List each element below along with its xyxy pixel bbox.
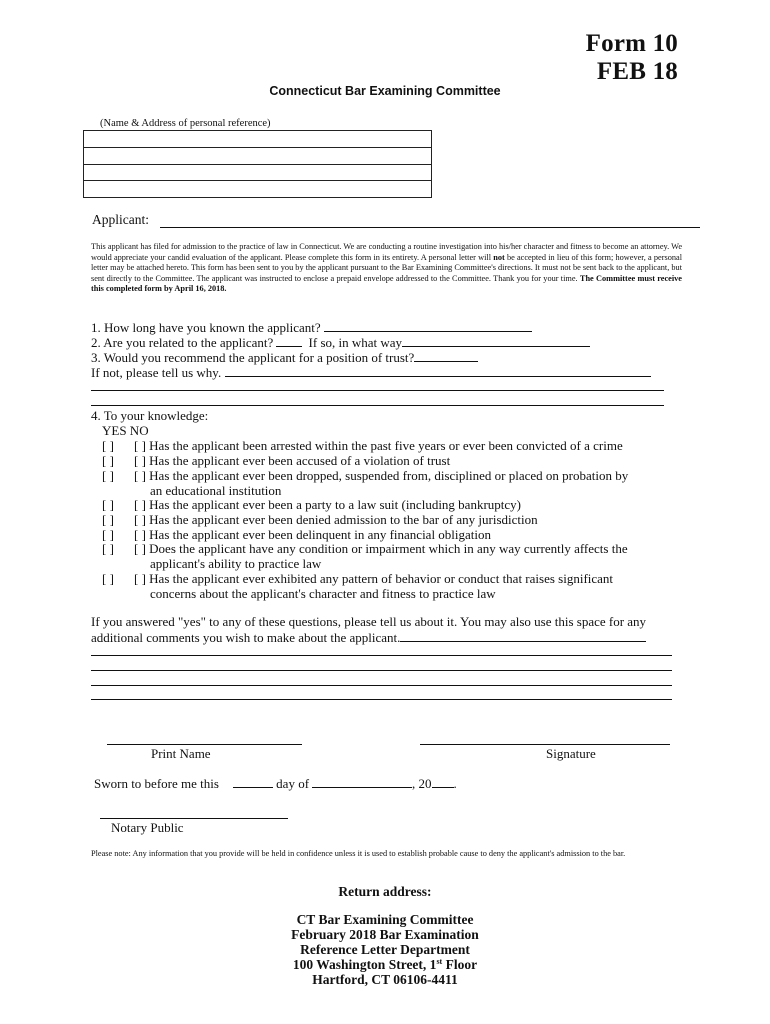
item-text: Does the applicant have any condition or impairment which in any way currently affects the	[149, 541, 628, 556]
no-checkbox[interactable]: [ ]	[134, 438, 146, 453]
print-name-label: Print Name	[151, 746, 211, 761]
comments-line[interactable]	[91, 699, 672, 700]
print-name-field[interactable]	[107, 744, 302, 745]
yes-checkbox[interactable]: [ ]	[102, 512, 114, 527]
no-checkbox[interactable]: [ ]	[134, 527, 146, 542]
notary-signature-field[interactable]	[100, 818, 288, 819]
sworn-label: Sworn to before me this	[94, 776, 219, 791]
question-4-item	[102, 468, 628, 498]
yes-checkbox[interactable]: [ ]	[102, 527, 114, 542]
return-city: Hartford, CT 06106-4411	[312, 972, 458, 987]
question-4-item	[102, 571, 613, 601]
question-3-followup-label: If not, please tell us why.	[91, 365, 222, 380]
return-org: CT Bar Examining Committee	[296, 912, 474, 927]
question-1	[91, 319, 532, 335]
question-4-item	[102, 527, 491, 542]
question-3-followup-field[interactable]	[225, 364, 651, 377]
form-header	[586, 30, 678, 86]
comments-line[interactable]	[91, 670, 672, 671]
no-checkbox[interactable]: [ ]	[134, 512, 146, 527]
item-text: Has the applicant ever been accused of a violation of trust	[149, 453, 451, 468]
comments-prompt-line-2	[91, 629, 646, 645]
sworn-year-field[interactable]	[432, 775, 454, 788]
question-3-answer-field[interactable]	[414, 349, 478, 362]
question-3	[91, 349, 478, 365]
form-number: Form 10	[585, 30, 678, 57]
confidentiality-note: Please note: Any information that you provide will be held in confidence unless it is used to establish probable cause to deny the applicant's admission to the bar.	[91, 849, 626, 858]
applicant-field[interactable]	[160, 227, 700, 228]
question-4-label: 4. To your knowledge:	[91, 408, 209, 423]
question-2-followup-label: If so, in what way	[308, 335, 403, 350]
item-text: Has the applicant been arrested within the past five years or ever been convicted of a crime	[149, 438, 623, 453]
sworn-day-field[interactable]	[233, 775, 273, 788]
question-2-followup-field[interactable]	[402, 334, 590, 347]
yes-checkbox[interactable]: [ ]	[102, 541, 114, 556]
item-text: Has the applicant ever been a party to a law suit (including bankruptcy)	[149, 497, 521, 512]
comments-line[interactable]	[91, 685, 672, 686]
item-text: Has the applicant ever been denied admission to the bar of any jurisdiction	[149, 512, 538, 527]
reference-name-address-box[interactable]	[83, 130, 432, 198]
comments-prompt-line-1: If you answered "yes" to any of these questions, please tell us about it. You may also use this space for any	[91, 614, 647, 629]
return-address-title: Return address:	[338, 884, 432, 899]
no-checkbox[interactable]: [ ]	[134, 453, 146, 468]
comments-line[interactable]	[91, 655, 672, 656]
item-text: Has the applicant ever been dropped, suspended from, disciplined or placed on probation by	[149, 468, 629, 483]
question-2-answer-field[interactable]	[276, 334, 302, 347]
return-street-sup: st	[436, 957, 443, 966]
return-floor: Floor	[442, 957, 478, 972]
reference-line-divider	[84, 180, 431, 181]
signature-label: Signature	[546, 746, 596, 761]
yes-no-header: YES NO	[102, 423, 149, 438]
question-2-label: 2. Are you related to the applicant?	[91, 335, 274, 350]
question-4-item	[102, 497, 521, 512]
reference-line-divider	[84, 164, 431, 165]
no-checkbox[interactable]: [ ]	[134, 468, 146, 483]
reference-line-divider	[84, 147, 431, 148]
comments-prompt-text: additional comments you wish to make about the applicant.	[91, 630, 401, 645]
question-1-label: 1. How long have you known the applicant?	[91, 320, 321, 335]
signature-field[interactable]	[420, 744, 670, 745]
committee-title: Connecticut Bar Examining Committee	[269, 84, 501, 98]
question-3-extra-line[interactable]	[91, 390, 664, 391]
intro-paragraph	[91, 242, 682, 295]
yes-checkbox[interactable]: [ ]	[102, 571, 114, 586]
yes-checkbox[interactable]: [ ]	[102, 497, 114, 512]
question-1-answer-field[interactable]	[324, 319, 532, 332]
return-street-line	[0, 957, 770, 972]
sworn-line	[94, 775, 457, 791]
return-dept: Reference Letter Department	[300, 942, 470, 957]
question-3-label: 3. Would you recommend the applicant for a position of trust?	[91, 350, 415, 365]
day-of-label: day of	[276, 776, 310, 791]
reference-caption: (Name & Address of personal reference)	[100, 118, 271, 129]
year-suffix: .	[453, 776, 457, 791]
item-text: Has the applicant ever exhibited any pattern of behavior or conduct that raises significant	[149, 571, 614, 586]
item-text: Has the applicant ever been delinquent in any financial obligation	[149, 527, 492, 542]
intro-text-2: be accepted in lieu of this form; however, a personal letter may be attached hereto. This form has been sent to you by the applicant pursuant to the Bar Examining Committee's directions. It must not be sent back to the applicant, but sent directly to the Committee. The applicant was instructed to enclose a prepaid envelope addressed to the Committee. Thank you for your time.	[91, 252, 682, 283]
intro-deadline: The Committee must receive this completed form by April 16, 2018.	[91, 273, 682, 294]
comments-field[interactable]	[400, 629, 646, 642]
yes-checkbox[interactable]: [ ]	[102, 453, 114, 468]
return-exam: February 2018 Bar Examination	[291, 927, 479, 942]
item-text-continued: an educational institution	[150, 483, 282, 498]
intro-not-emphasis: not	[493, 252, 505, 262]
yes-checkbox[interactable]: [ ]	[102, 438, 114, 453]
question-4-item	[102, 438, 623, 453]
intro-text-1: This applicant has filed for admission to the practice of law in Connecticut. We are conducting a routine investigation into his/her character and fitness to become an attorney. We would appreciate your candid evaluation of the applicant. Please complete this form in its entirety. A personal letter will	[91, 242, 682, 262]
no-checkbox[interactable]: [ ]	[134, 497, 146, 512]
question-4-item	[102, 453, 450, 468]
item-text-continued: concerns about the applicant's character and fitness to practice law	[150, 586, 496, 601]
notary-label: Notary Public	[111, 820, 184, 835]
sworn-month-field[interactable]	[312, 775, 412, 788]
question-3-followup	[91, 364, 651, 380]
return-address-block	[0, 912, 770, 987]
question-4-item	[102, 512, 538, 527]
item-text-continued: applicant's ability to practice law	[150, 556, 322, 571]
no-checkbox[interactable]: [ ]	[134, 571, 146, 586]
no-checkbox[interactable]: [ ]	[134, 541, 146, 556]
yes-checkbox[interactable]: [ ]	[102, 468, 114, 483]
question-2	[91, 334, 590, 350]
form-date: FEB 18	[596, 58, 678, 85]
applicant-label: Applicant:	[92, 212, 149, 227]
year-prefix: , 20	[412, 776, 432, 791]
question-4-item	[102, 541, 628, 571]
return-street: 100 Washington Street, 1	[292, 957, 437, 972]
question-3-extra-line[interactable]	[91, 405, 664, 406]
